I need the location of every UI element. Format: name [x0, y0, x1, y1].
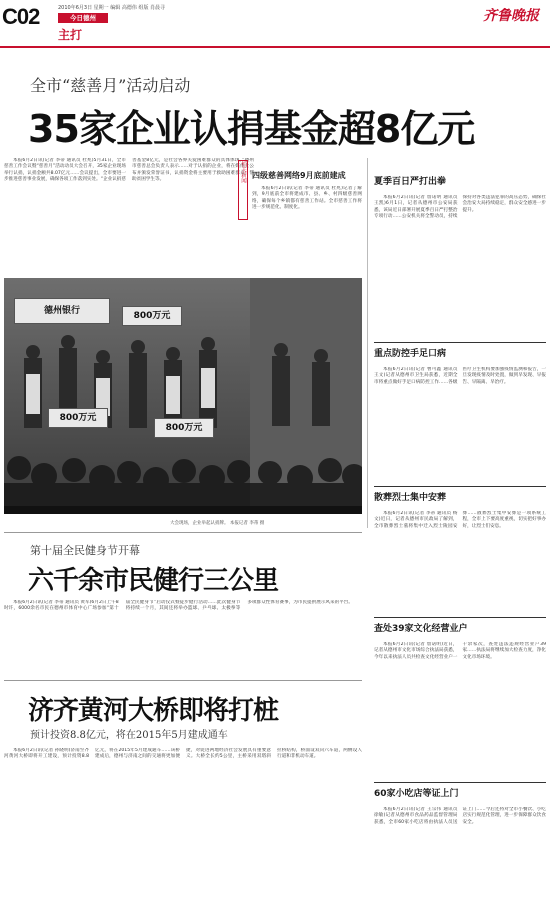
brief1-body-text: 本报6月2日讯(记者 李蒂 通讯员 杜兆)记者了解到，9月底前全市将建成市、县、乡、村四级慈善网络，确保每个乡镇都有慈善工作站。全市慈善工作将进一步规范化、制度化。 — [252, 186, 362, 210]
right4-body-text: 本报6月2日讯(记者 詹诺明)近日，记者从德州市文化市场综合执法局获悉，今年以来执法人员共检查文化经营业户一千余家次，查处违法违规经营业户39家……执法局将继续加大检查力度，净化文化市场环境。 — [374, 642, 546, 660]
page-header — [0, 0, 550, 52]
right1 — [374, 174, 546, 353]
right2 — [374, 346, 546, 475]
related-news-label: 相关新闻 — [240, 161, 246, 183]
right2-body — [374, 367, 546, 475]
right5 — [374, 786, 546, 924]
header-rule — [0, 46, 550, 48]
right2-headline: 重点防控手足口病 — [374, 349, 447, 359]
page-code: C02 — [2, 4, 40, 29]
right3-body-text: 本报6月2日讯(记者 李蒂 通讯员 杨文)近日，记者从德州市民政局了解到，全市散葬烈士墓将集中迁入烈士陵园安葬……散葬烈士集中安葬是一项系统工程，全市上下要高度重视，切实把好事办好，让烈士们安息。 — [374, 511, 546, 529]
right4 — [374, 621, 546, 790]
section-label: 今日德州 — [70, 14, 96, 22]
brand-text: 齐鲁晚报 — [483, 8, 539, 24]
bottom-subhead: 预计投资8.8亿元，将在2015年5月建成通车 — [30, 730, 228, 741]
right5-headline: 60家小吃店等证上门 — [374, 789, 459, 799]
right-rule-2 — [374, 486, 546, 487]
bottom-body — [4, 748, 362, 918]
right1-body — [374, 195, 546, 353]
mid-kicker: 第十届全民健身节开幕 — [30, 544, 140, 557]
right1-headline: 夏季百日严打出拳 — [374, 177, 447, 187]
photo-sign-3: 800万元 — [48, 408, 108, 428]
photo-sign-1: 德州银行 — [14, 298, 110, 324]
brief1-headline: 四级慈善网络9月底前建成 — [252, 171, 346, 180]
lead-body — [4, 158, 254, 274]
right-rule-4 — [374, 782, 546, 783]
lead-body-text: 本报6月2日讯(记者 李蒂 通讯员 杜兆)5月31日，全市慈善工作会议暨“慈善月”活动动员大会召开，35家企业现场举行认捐，认捐金额共8.07亿元……会议提出，全市要进一步推进慈善事业发展，确保各项工作落到实处。“企业认捐慈善基金8亿元，是社会各界关爱困难群众的具体体现。”德州市慈善总会负责人表示……对于认捐的企业，将在媒体上公布并颁发荣誉证书，认捐资金将主要用于救助困难群众、帮助贫困学生等。 — [4, 158, 254, 182]
mid-rule — [4, 532, 362, 533]
right-rule-3 — [374, 617, 546, 618]
mid-body-text: 本报6月2日讯(记者 李蒂 通讯员 黄军)6月2日上午8时许，6000余名市民在德州市体育中心广场参加“第十届全民健身节”启动仪式暨徒步健行活动……此次健身节将持续一个月，其间还将举办篮球、乒乓球、太极拳等多项群众性体育赛事，为市民提供展示风采的平台。 — [4, 600, 353, 612]
page-meta: 2010年6月3日 星期一 编辑 高德伟 组版 肖晨寻 — [58, 5, 166, 11]
right3-headline: 散葬烈士集中安葬 — [374, 493, 447, 503]
column-title: 主打 — [58, 28, 83, 42]
column-divider — [367, 158, 368, 528]
lead-kicker: 全市“慈善月”活动启动 — [30, 76, 191, 95]
right4-body — [374, 642, 546, 790]
brief1 — [252, 170, 362, 276]
mid-body — [4, 600, 362, 666]
bottom-body-text: 本报6月2日讯(记者 孙晓明)济南至齐河黄河大桥即将开工建设，预计投资8.8亿元，将在2015年5月建成通车……该桥建成后，德州与济南之间的交通将更加便捷，对促进两地经济社会发展具有重要意义。大桥全长约5公里，主桥采用双塔斜拉桥结构，桥面设双向六车道，两侧设人行道和非机动车道。 — [4, 748, 362, 760]
mid-headline: 六千余市民健行三公里 — [28, 566, 279, 596]
lead-headline: 35家企业认捐基金超8亿元 — [28, 107, 475, 151]
right3-body — [374, 511, 546, 603]
right3 — [374, 490, 546, 603]
right-rule-1 — [374, 342, 546, 343]
bottom-headline: 济齐黄河大桥即将打桩 — [28, 696, 279, 726]
right5-body-text: 本报6月2日讯(记者 王宗伟 通讯员 徐敏)记者从德州市食品药品监督管理局获悉，全市60家小吃店将由执法人员送证上门……今后还将对全市小餐饮、小吃店实行规范化管理，进一步保障群众饮食安全。 — [374, 807, 546, 825]
section-tab — [58, 13, 108, 23]
related-news-tag — [238, 160, 248, 220]
lead-photo-right — [250, 278, 362, 514]
photo-sign-2: 800万元 — [122, 306, 182, 326]
brand-logo — [483, 5, 539, 25]
right2-body-text: 本报6月2日讯(记者 曹可鑫 通讯员 王文)记者从德州市卫生局获悉，近期全市将重点做好手足口病防控工作……各级医疗卫生机构要加强疫情监测和报告，一旦发现疫情及时处置，做到早发现、早报告、早隔离、早治疗。 — [374, 367, 546, 385]
lead-photo — [4, 278, 250, 514]
photo-sign-4: 800万元 — [154, 418, 214, 438]
right5-body — [374, 807, 546, 924]
brief1-body — [252, 186, 362, 266]
bottom-rule — [4, 680, 362, 681]
right4-headline: 查处39家文化经营业户 — [374, 624, 468, 634]
lead-caption: 大会现场，企业举起认捐牌。 本报记者 李蒂 摄 — [170, 521, 265, 526]
right1-body-text: 本报6月2日讯(记者 詹诺明 通讯员 王凯)6月1日，记者从德州市公安局获悉，该局近日部署开展夏季百日严打整治专项行动……公安机关将全警动员，持续保持对各类违法犯罪的高压态势，确保社会治安大局持续稳定，群众安全感进一步提升。 — [374, 195, 546, 219]
